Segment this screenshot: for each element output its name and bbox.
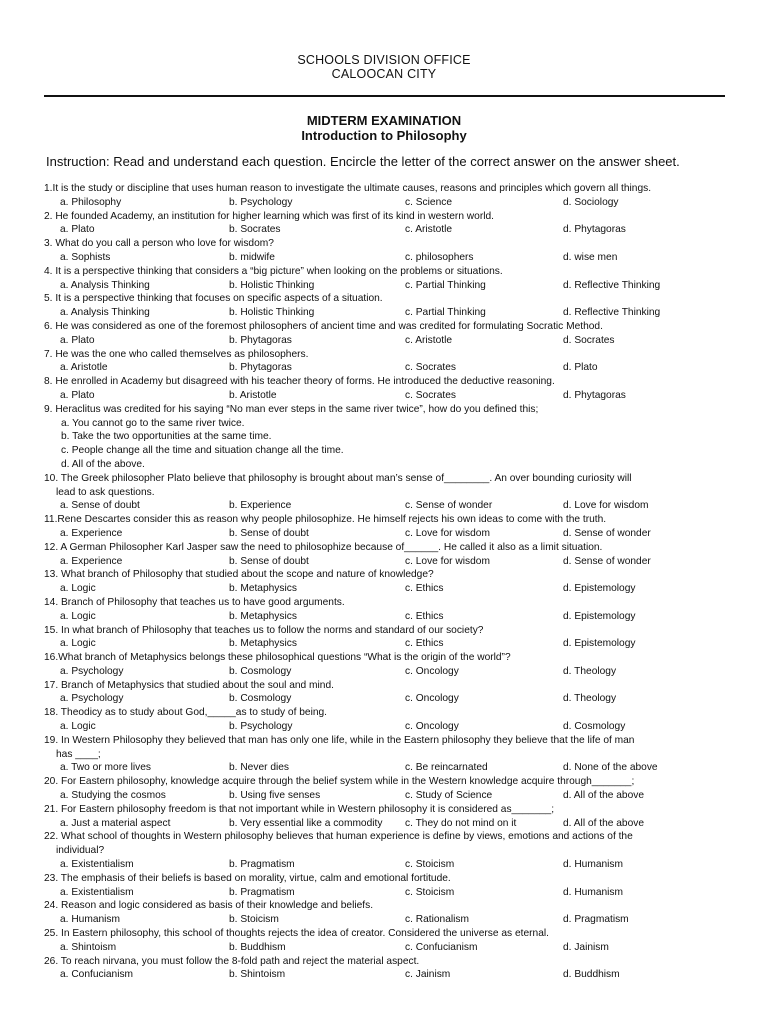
answer-choice: d. Epistemology [563, 638, 636, 650]
question-text: individual? [56, 845, 105, 857]
answer-choice: b. Pragmatism [229, 886, 295, 898]
question-text: 2. He founded Academy, an institution for higher learning which was first of its kind in western world. [44, 210, 494, 222]
answer-choice: c. Socrates [405, 362, 456, 374]
answer-choice: b. Metaphysics [229, 638, 297, 650]
exam-instruction: Instruction: Read and understand each question. Encircle the letter of the correct answer on the answer sheet. [46, 154, 680, 169]
question-item [44, 775, 744, 803]
answer-choices-row [44, 858, 744, 872]
answer-choice: d. All of the above [563, 790, 644, 802]
question-item [44, 803, 744, 831]
answer-choice: a. You cannot go to the same river twice. [61, 417, 245, 429]
question-text: 10. The Greek philosopher Plato believe that philosophy is brought about man’s sense of________. An over bounding curiosity will [44, 472, 632, 484]
answer-choice: a. Existentialism [60, 886, 134, 898]
answer-choices-row [44, 817, 744, 831]
question-item [44, 596, 744, 624]
answer-choice: d. Sense of wonder [563, 527, 651, 539]
answer-choice: b. Buddhism [229, 941, 286, 953]
answer-choice: d. Reflective Thinking [563, 279, 661, 291]
answer-choices-row [44, 692, 744, 706]
answer-choice: a. Logic [60, 638, 96, 650]
question-list [44, 182, 744, 982]
question-item [44, 927, 744, 955]
question-text: 19. In Western Philosophy they believed that man has only one life, while in the Eastern philosophy they believe that the life of man [44, 734, 635, 746]
question-item [44, 472, 744, 513]
answer-choice: a. Aristotle [60, 362, 108, 374]
question-item [44, 568, 744, 596]
question-item [44, 375, 744, 403]
answer-choice: b. Cosmology [229, 693, 292, 705]
question-item [44, 237, 744, 265]
question-item [44, 182, 744, 210]
answer-choice: a. Plato [60, 224, 95, 236]
answer-choice: b. Never dies [229, 762, 290, 774]
answer-choice: a. Logic [60, 583, 96, 595]
question-text: 21. For Eastern philosophy freedom is that not important while in Western philosophy it is considered as_______; [44, 803, 555, 815]
answer-choice: a. Plato [60, 389, 95, 401]
answer-choices-row [44, 361, 744, 375]
answer-choice: d. All of the above. [61, 458, 145, 470]
answer-choice: a. Analysis Thinking [60, 307, 150, 319]
answer-choice: b. Phytagoras [229, 334, 292, 346]
answer-choice: d. Epistemology [563, 583, 636, 595]
answer-choice: d. Humanism [563, 886, 624, 898]
question-text: 18. Theodicy as to study about God,_____as to study of being. [44, 707, 327, 719]
answer-choice: b. Psychology [229, 196, 293, 208]
answer-choice: c. Jainism [405, 969, 451, 981]
question-item [44, 651, 744, 679]
division-office-label: SCHOOLS DIVISION OFFICE [297, 53, 471, 67]
answer-choice: a. Just a material aspect [60, 817, 171, 829]
answer-choices-row [44, 223, 744, 237]
answer-choice: c. Oncology [405, 665, 459, 677]
answer-choices-row [44, 389, 744, 403]
question-text: 23. The emphasis of their beliefs is based on morality, virtue, calm and emotional fortitude. [44, 872, 451, 884]
answer-choice: d. Jainism [563, 941, 609, 953]
answer-choice: b. Shintoism [229, 969, 286, 981]
answer-choice: d. Pragmatism [563, 914, 629, 926]
answer-choice: c. Love for wisdom [405, 555, 490, 567]
answer-choice: b. Metaphysics [229, 583, 297, 595]
question-item [44, 292, 744, 320]
answer-choice: c. Love for wisdom [405, 527, 490, 539]
answer-choice: b. Aristotle [229, 389, 277, 401]
question-item [44, 624, 744, 652]
question-item [44, 899, 744, 927]
question-item [44, 210, 744, 238]
answer-choices-row [44, 913, 744, 927]
question-text: 1.It is the study or discipline that uses human reason to investigate the ultimate causes, reasons and principles which govern all things. [44, 183, 652, 194]
question-text: has ____; [56, 748, 101, 760]
answer-choice: a. Studying the cosmos [60, 790, 166, 802]
answer-choices-row [44, 306, 744, 320]
answer-choice: b. Very essential like a commodity [229, 817, 383, 829]
answer-choice: c. Partial Thinking [405, 279, 486, 291]
answer-choice: d. Plato [563, 362, 598, 374]
answer-choice: b. Holistic Thinking [229, 307, 315, 319]
answer-choice: d. Reflective Thinking [563, 307, 661, 319]
answer-choice: d. Theology [563, 665, 617, 677]
answer-choice: b. Cosmology [229, 665, 292, 677]
answer-choices-row [44, 610, 744, 624]
question-text: 20. For Eastern philosophy, knowledge acquire through the belief system while in the Western knowledge acquire through_______; [44, 776, 635, 788]
answer-choice: c. Study of Science [405, 790, 493, 802]
answer-choice: d. Sense of wonder [563, 555, 651, 567]
answer-choices-row [44, 665, 744, 679]
answer-choice: d. wise men [563, 251, 618, 263]
exam-subject: Introduction to Philosophy [301, 128, 467, 143]
question-text: 3. What do you call a person who love for wisdom? [44, 238, 274, 250]
question-text: 17. Branch of Metaphysics that studied about the soul and mind. [44, 679, 334, 691]
question-text: 9. Heraclitus was credited for his saying “No man ever steps in the same river twice”, how do you defined this; [44, 403, 539, 415]
answer-choice: d. Theology [563, 693, 617, 705]
answer-choice: d. Phytagoras [563, 389, 626, 401]
exam-title: MIDTERM EXAMINATION [306, 113, 462, 128]
question-item [44, 513, 744, 541]
question-text: 11.Rene Descartes consider this as reason why people philosophize. He himself rejects his own ideas to come with the truth. [44, 514, 607, 526]
answer-choice: c. Be reincarnated [405, 762, 488, 774]
question-text: 24. Reason and logic considered as basis of their knowledge and beliefs. [44, 900, 374, 912]
answer-choice: a. Plato [60, 334, 95, 346]
answer-choice: d. Buddhism [563, 969, 620, 981]
answer-choice: b. Psychology [229, 721, 293, 733]
question-text: 14. Branch of Philosophy that teaches us to have good arguments. [44, 596, 345, 608]
exam-title-block [0, 113, 768, 143]
answer-choice: c. Partial Thinking [405, 307, 486, 319]
answer-choice: c. Aristotle [405, 224, 452, 236]
answer-choice: b. Using five senses [229, 790, 321, 802]
question-item [44, 403, 744, 472]
answer-choices-row [44, 761, 744, 775]
question-item [44, 320, 744, 348]
question-item [44, 265, 744, 293]
answer-choice: d. Phytagoras [563, 224, 626, 236]
question-text: 8. He enrolled in Academy but disagreed with his teacher theory of forms. He introduced the deductive reasoning. [44, 376, 555, 388]
answer-choice: a. Existentialism [60, 859, 134, 871]
answer-choice: a. Philosophy [60, 196, 122, 208]
answer-choices-row [44, 968, 744, 982]
question-text: 22. What school of thoughts in Western philosophy believes that human experience is define by views, emotions and actions of the [44, 831, 633, 843]
question-text: 5. It is a perspective thinking that focuses on specific aspects of a situation. [44, 293, 383, 305]
answer-choice: c. Ethics [405, 583, 444, 595]
answer-choice: d. Humanism [563, 859, 624, 871]
answer-choice: b. Metaphysics [229, 610, 297, 622]
answer-choice: d. Socrates [563, 334, 615, 346]
question-text: 12. A German Philosopher Karl Jasper saw the need to philosophize because of______. He called it also as a limit situation. [44, 541, 603, 553]
answer-choice: a. Humanism [60, 914, 121, 926]
answer-choice: b. Experience [229, 500, 292, 512]
answer-choice: c. Oncology [405, 693, 459, 705]
answer-choices-row [44, 720, 744, 734]
answer-choice: a. Sophists [60, 251, 111, 263]
answer-choices-row [44, 196, 744, 210]
question-item [44, 872, 744, 900]
answer-choice: c. People change all the time and situation change all the time. [61, 445, 344, 457]
answer-choice: a. Shintoism [60, 941, 117, 953]
answer-choice: c. Socrates [405, 389, 456, 401]
answer-choice: c. philosophers [405, 251, 474, 263]
answer-choice: b. Take the two opportunities at the same time. [61, 431, 272, 443]
question-item [44, 830, 744, 871]
question-text: 25. In Eastern philosophy, this school of thoughts rejects the idea of creator. Considered the universe as eternal. [44, 928, 549, 940]
answer-choices-row [44, 886, 744, 900]
question-item [44, 706, 744, 734]
document-header [0, 53, 768, 81]
answer-choice: a. Psychology [60, 693, 124, 705]
answer-choice: c. Rationalism [405, 914, 469, 926]
question-item [44, 734, 744, 775]
answer-choices-row [44, 582, 744, 596]
header-divider [44, 95, 725, 97]
answer-choices-row [44, 279, 744, 293]
answer-choice: d. Love for wisdom [563, 500, 649, 512]
question-text: 13. What branch of Philosophy that studied about the scope and nature of knowledge? [44, 569, 434, 581]
question-text: 4. It is a perspective thinking that considers a “big picture” when looking on the problems or situations. [44, 265, 503, 277]
question-text: 6. He was considered as one of the foremost philosophers of ancient time and was credited for formulating Socratic Method. [44, 320, 603, 332]
question-text: 15. In what branch of Philosophy that teaches us to follow the norms and standard of our society? [44, 624, 484, 636]
answer-choice: d. All of the above [563, 817, 644, 829]
answer-choice: d. Cosmology [563, 721, 626, 733]
answer-choice: c. Sense of wonder [405, 500, 493, 512]
question-item [44, 541, 744, 569]
question-text: 7. He was the one who called themselves as philosophers. [44, 348, 309, 360]
answer-choice: b. midwife [229, 251, 275, 263]
city-label: CALOOCAN CITY [331, 67, 437, 81]
answer-choice: c. They do not mind on it [405, 817, 517, 829]
question-item [44, 955, 744, 983]
answer-choice: a. Confucianism [60, 969, 134, 981]
question-text: lead to ask questions. [56, 486, 155, 498]
answer-choice: b. Phytagoras [229, 362, 292, 374]
answer-choices-row [44, 789, 744, 803]
answer-choice: a. Psychology [60, 665, 124, 677]
answer-choices-row [44, 334, 744, 348]
answer-choice: c. Confucianism [405, 941, 478, 953]
question-text: 26. To reach nirvana, you must follow the 8-fold path and reject the material aspect. [44, 955, 420, 967]
answer-choice: c. Science [405, 196, 452, 208]
answer-choice: c. Ethics [405, 638, 444, 650]
answer-choice: a. Two or more lives [60, 762, 151, 774]
answer-choice: b. Sense of doubt [229, 555, 309, 567]
answer-choice: c. Ethics [405, 610, 444, 622]
answer-choices-row [44, 941, 744, 955]
answer-choice: b. Sense of doubt [229, 527, 309, 539]
question-item [44, 679, 744, 707]
answer-choice: c. Stoicism [405, 859, 455, 871]
answer-choice: a. Experience [60, 555, 123, 567]
answer-choice: a. Experience [60, 527, 123, 539]
answer-choice: d. Epistemology [563, 610, 636, 622]
answer-choices-row [44, 527, 744, 541]
answer-choice: b. Pragmatism [229, 859, 295, 871]
answer-choice: c. Aristotle [405, 334, 452, 346]
answer-choices-row [44, 251, 744, 265]
answer-choice: d. Sociology [563, 196, 619, 208]
answer-choice: a. Logic [60, 721, 96, 733]
answer-choice: c. Stoicism [405, 886, 455, 898]
answer-choices-row [44, 555, 744, 569]
answer-choice: b. Socrates [229, 224, 281, 236]
answer-choices-row [44, 637, 744, 651]
answer-choice: a. Sense of doubt [60, 500, 140, 512]
answer-choice: a. Logic [60, 610, 96, 622]
answer-choice: c. Oncology [405, 721, 459, 733]
question-item [44, 348, 744, 376]
answer-choice: b. Stoicism [229, 914, 279, 926]
answer-choice: b. Holistic Thinking [229, 279, 315, 291]
answer-choices-row [44, 499, 744, 513]
answer-choice: a. Analysis Thinking [60, 279, 150, 291]
answer-choice: d. None of the above [563, 762, 658, 774]
question-text: 16.What branch of Metaphysics belongs these philosophical questions “What is the origin of the world”? [44, 652, 511, 664]
